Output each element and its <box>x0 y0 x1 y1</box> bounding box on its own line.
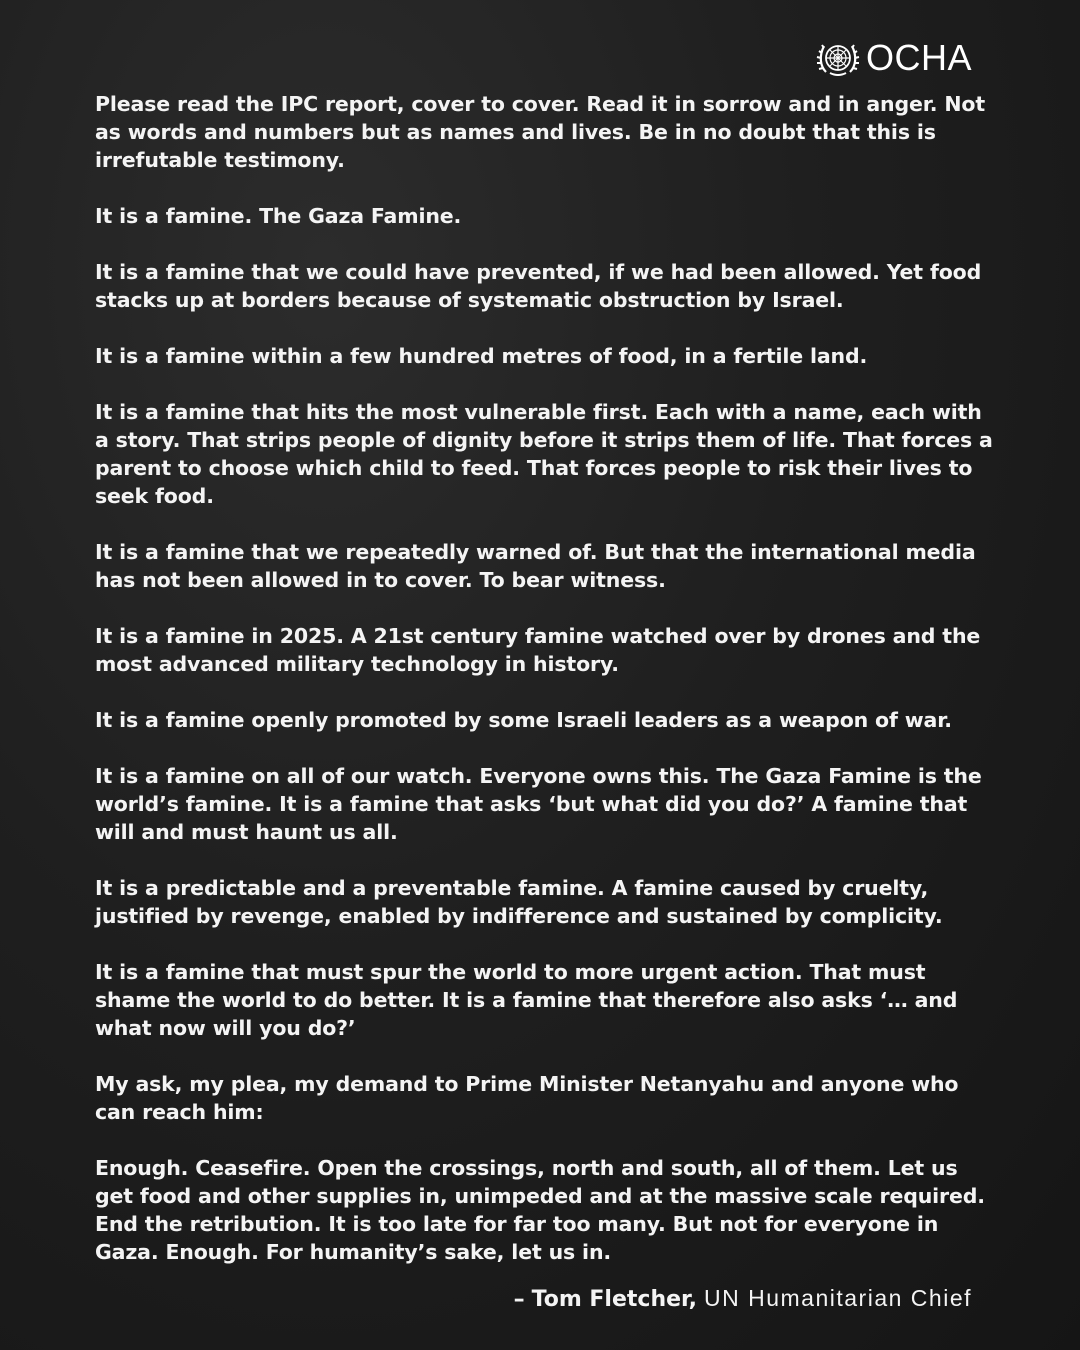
paragraph: My ask, my plea, my demand to Prime Minister Netanyahu and anyone who can reach him: <box>95 1072 959 1124</box>
paragraph: It is a famine on all of our watch. Everyone owns this. The Gaza Famine is the world’s famine. It is a famine that asks ‘but what did you do?’ A famine that will and must haunt us all. <box>95 764 982 844</box>
attribution-dash: – <box>513 1287 525 1312</box>
ocha-logo <box>816 38 972 78</box>
paragraph: Enough. Ceasefire. Open the crossings, north and south, all of them. Let us get food and other supplies in, unimpeded and at the massive scale required. End the retribution. It is too late for far too many. But not for everyone in Gaza. Enough. For humanity’s sake, let us in. <box>95 1156 985 1264</box>
paragraph: Please read the IPC report, cover to cover. Read it in sorrow and in anger. Not as words and numbers but as names and lives. Be in no doubt that this is irrefutable testimony. <box>95 92 985 172</box>
statement-body <box>95 90 995 1294</box>
paragraph: It is a famine within a few hundred metres of food, in a fertile land. <box>95 344 868 368</box>
paragraph: It is a famine that must spur the world to more urgent action. That must shame the world to do better. It is a famine that therefore also asks ‘… and what now will you do?’ <box>95 960 958 1040</box>
paragraph: It is a famine that we could have prevented, if we had been allowed. Yet food stacks up at borders because of systematic obstruction by Israel. <box>95 260 982 312</box>
un-emblem-icon <box>816 38 860 78</box>
paragraph: It is a famine in 2025. A 21st century famine watched over by drones and the most advanced military technology in history. <box>95 624 981 676</box>
paragraph: It is a predictable and a preventable famine. A famine caused by cruelty, justified by revenge, enabled by indifference and sustained by complicity. <box>95 876 943 928</box>
attribution-name: Tom Fletcher, <box>531 1287 698 1312</box>
paragraph: It is a famine openly promoted by some Israeli leaders as a weapon of war. <box>95 708 952 732</box>
ocha-wordmark: OCHA <box>865 37 972 78</box>
attribution <box>514 1283 972 1315</box>
paragraph: It is a famine that hits the most vulnerable first. Each with a name, each with a story. That strips people of dignity before it strips them of life. That forces a parent to choose which child to feed. That forces people to risk their lives to seek food. <box>95 400 993 508</box>
paragraph: It is a famine. The Gaza Famine. <box>95 204 462 228</box>
paragraph: It is a famine that we repeatedly warned of. But that the international media has not been allowed in to cover. To bear witness. <box>95 540 976 592</box>
attribution-role: UN Humanitarian Chief <box>704 1285 972 1311</box>
